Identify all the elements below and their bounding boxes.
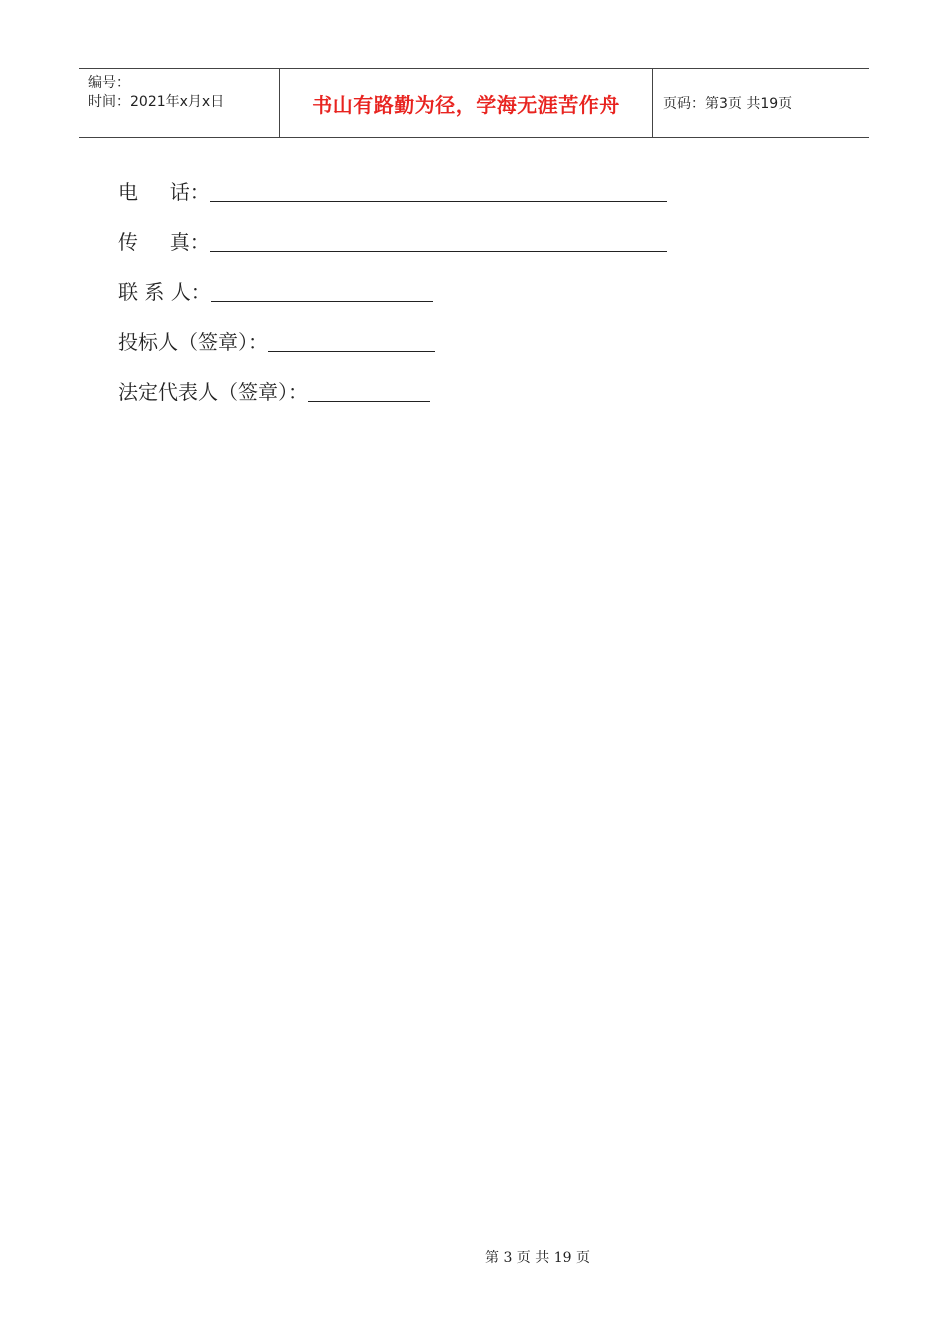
fax-field	[118, 231, 667, 253]
header-motto: 书山有路勤为径，学海无涯苦作舟	[312, 92, 620, 117]
header-page-code: 页码：第3页 共19页	[663, 96, 793, 112]
fax-label: 传 真：	[118, 230, 210, 254]
page-footer: 第 3 页 共 19 页	[485, 1250, 590, 1266]
header-info-cell	[79, 69, 280, 137]
page-header	[79, 68, 869, 138]
header-page-cell	[653, 69, 869, 137]
bidder-label: 投标人（签章）：	[118, 330, 268, 354]
contact-label: 联 系 人：	[118, 280, 211, 304]
bidder-field	[118, 331, 435, 353]
document-number-label: 编号：	[88, 75, 130, 91]
phone-label: 电 话：	[118, 180, 210, 204]
fax-blank-line[interactable]	[210, 231, 667, 252]
phone-field	[118, 181, 667, 203]
phone-blank-line[interactable]	[210, 181, 667, 202]
document-time-label: 时间：2021年x月x日	[88, 94, 225, 110]
contact-field	[118, 281, 433, 303]
legal-rep-label: 法定代表人（签章）：	[118, 380, 308, 404]
contact-blank-line[interactable]	[211, 281, 433, 302]
header-motto-cell	[280, 69, 653, 137]
legal-rep-field	[118, 381, 430, 403]
legal-rep-blank-line[interactable]	[308, 381, 430, 402]
bidder-blank-line[interactable]	[268, 331, 435, 352]
